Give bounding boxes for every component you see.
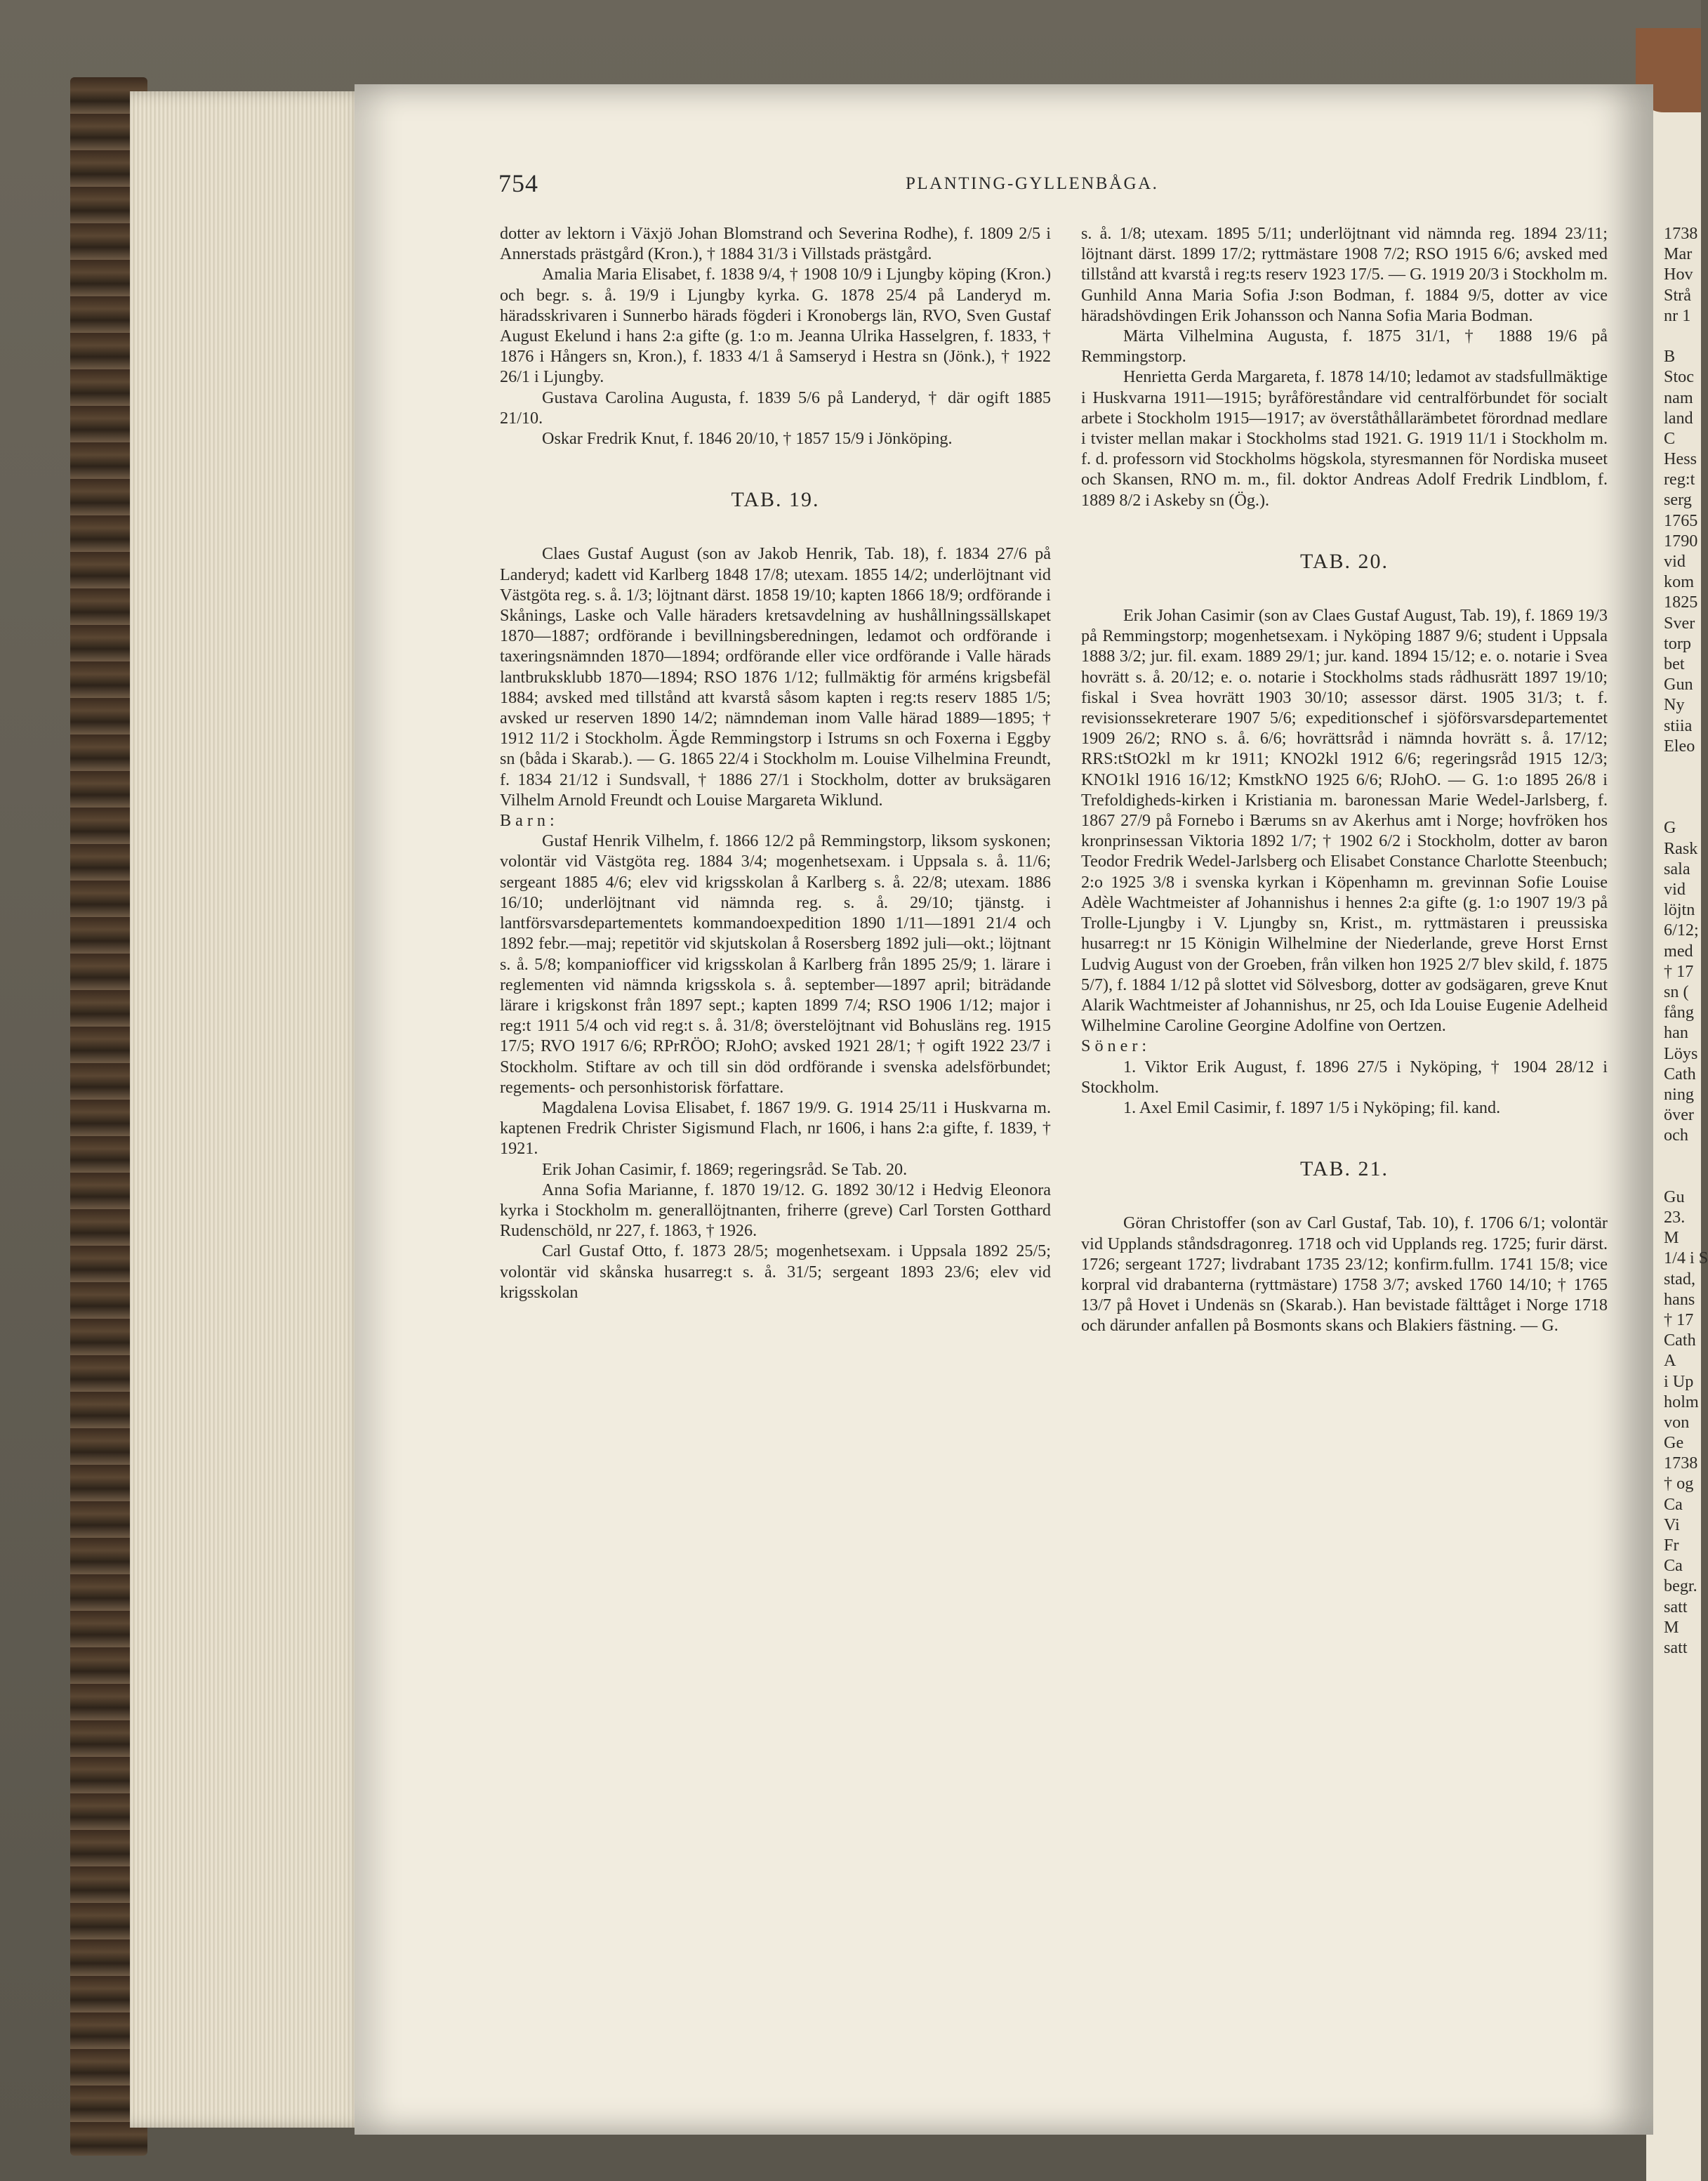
facing-page-fragment: Ny — [1664, 695, 1685, 715]
paragraph: Anna Sofia Marianne, f. 1870 19/12. G. 1892 30/12 i Hedvig Eleonora kyrka i Stockholm m. generallöjtnanten, friherre (greve) Carl Torsten Gotthard Rudenschöld, nr 227, f. 1863, † 1926. — [500, 1180, 1051, 1241]
facing-page-fragment: fång — [1664, 1003, 1694, 1022]
facing-page-fragment: löjtn — [1664, 900, 1695, 920]
facing-page-fragment: Vi — [1664, 1515, 1680, 1534]
facing-page-fragment: Sver — [1664, 613, 1695, 633]
paragraph: Oskar Fredrik Knut, f. 1846 20/10, † 1857 15/9 i Jönköping. — [542, 429, 953, 449]
facing-page-fragment: satt — [1664, 1638, 1688, 1657]
facing-page-fragment: † 17 — [1664, 1310, 1694, 1329]
facing-page-fragment: 1765 — [1664, 510, 1698, 530]
facing-page-fragment: Hess — [1664, 449, 1697, 469]
facing-page-fragment — [1664, 756, 1706, 777]
facing-page-fragment: satt — [1664, 1597, 1688, 1616]
facing-page-fragment: 6/12; — [1664, 921, 1699, 940]
facing-page-fragment: 23. — [1664, 1208, 1686, 1227]
facing-page-fragment: han — [1664, 1023, 1688, 1043]
paragraph: Gustava Carolina Augusta, f. 1839 5/6 på Landeryd, † där ogift 1885 21/10. — [500, 388, 1051, 428]
facing-page-fragment: nam — [1664, 388, 1693, 407]
facing-page-fragment: sn ( — [1664, 982, 1689, 1001]
facing-page-fragment: 1/4 i S — [1664, 1248, 1708, 1268]
facing-page-fragment: Löys — [1664, 1043, 1698, 1063]
paragraph: Göran Christoffer (son av Carl Gustaf, Tab. 10), f. 1706 6/1; volontär vid Upplands ståndsdragonreg. 1718 och vid Upplands reg. 1725; furir därst. 1726; sergeant 1727; livdrabant 1735 23/12; konfirm.fullm. 1741 15/8; vice korpral vid drabanterna (ryttmästare) 1758 3/7; avsked 1760 14/10; † 1765 13/7 på Hovet i Undenäs sn (Skarab.). Han bevistade fälttåget i Norge 1718 och därunder anfallen på Bosmonts skans och Blakiers fästning. — G. — [1081, 1213, 1608, 1336]
facing-page-fragment: holm — [1664, 1392, 1699, 1411]
paragraph: Magdalena Lovisa Elisabet, f. 1867 19/9. G. 1914 25/11 i Huskvarna m. kaptenen Fredrik Christer Sigismund Flach, nr 1606, i hans 2:a gifte, f. 1839, † 1921. — [500, 1098, 1051, 1159]
facing-page-fragment: von — [1664, 1412, 1690, 1432]
paragraph: Erik Johan Casimir (son av Claes Gustaf August, Tab. 19), f. 1869 19/3 på Remmingstorp; mogenhetsexam. i Nyköping 1887 9/6; student i Uppsala 1888 3/2; jur. fil. exam. 1889 29/1; jur. kand. 1894 15/12; e. o. notarie i Svea hovrätt s. å. 20/12; e. o. notarie i Stockholms stads rådhusrätt 1897 19/10; fiskal i Svea hovrätt 1903 30/10; assessor därst. 1905 31/3; t. f. revisionssekreterare 1907 5/6; expeditionschef i sjöförsvarsdepartementet 1909 26/2; RNO s. å. 6/6; hovrättsråd i nämnda hovrätt s. å. 17/12; RRS:tStO2kl m kr 1911; KNO2kl 1912 6/6; regeringsråd 1915 12/3; KNO1kl 1916 16/12; KmstkNO 1925 6/6; RJohO. — G. 1:o 1895 26/8 i Trefoldigheds-kirken i Kristiania m. baronessan Marie Wedel-Jarlsberg, f. 1867 27/9 på Fornebo i Bærums sn av Akerhus amt i Norge; hovfröken hos kronprinsessan Viktoria 1892 1/7; † 1902 6/2 i Stockholm, dotter av baron Teodor Fredrik Wedel-Jarlsberg och Elisabet Constance Charlotte Steenbuch; 2:o 1925 3/8 i svenska kyrkan i Köpenhamn m. grevinnan Sofie Louise Adèle Wachtmeister af Johannishus i hennes 2:a gifte (g. 1:o 1907 19/3 på Trolle-Ljungby i V. Ljungby sn, Krist., m. ryttmästaren i preussiska husarreg:t nr 15 Königin Wilhelmine der Niederlande, greve Horst Ernst Ludvig August von der Groeben, från vilken hon 1925 2/7 blev skild, f. 1875 5/7), f. 1884 1/12 på slottet vid Sölvesborg, dotter av godsägaren, greve Knut Alarik Wachtmeister af Johannishus, nr 25, och Ida Louise Eugenie Adelheid Wilhelmine Caroline Georgine Adolfine von Oertzen. — [1081, 606, 1608, 1036]
facing-page-fragment: sala — [1664, 859, 1690, 878]
paragraph: 1. Viktor Erik August, f. 1896 27/5 i Nyköping, † 1904 28/12 i Stockholm. — [1081, 1057, 1608, 1097]
paragraph: Märta Vilhelmina Augusta, f. 1875 31/1, † 1888 19/6 på Remmingstorp. — [1081, 327, 1608, 367]
facing-page-fragment — [1664, 1145, 1706, 1166]
facing-page-fragment — [1664, 1166, 1706, 1187]
facing-page-fragment: Gu — [1664, 1187, 1685, 1206]
paragraph: Claes Gustaf August (son av Jakob Henrik, Tab. 18), f. 1834 27/6 på Landeryd; kadett vid Karlberg 1848 17/8; utexam. 1855 14/2; underlöjtnant vid Västgöta reg. s. å. 1/3; löjtnant därst. 1858 19/10; kapten 1866 18/9; ordförande i Skånings, Laske och Valle häraders kretsavdelning av hushållningssällskapet 1870—1887; ordförande i bevillningsberedningen, ledamot och ordförande i taxeringsnämnden 1870—1894; ordförande eller vice ordförande i Valle härads lantbruksklubb 1870—1894; RSO 1876 1/12; fullmäktig för arméns krigsbefäl 1884; avsked med tillstånd att kvarstå såsom kapten i reg:ts reserv 1885 1/5; avsked ur reserven 1890 14/2; nämndeman inom Valle härad 1889—1895; † 1912 11/2 i Stockholm. Ägde Remmingstorp i Istrums sn och Foxerna i Eggby sn (båda i Skarab.). — G. 1865 22/4 i Stockholm m. Louise Vilhelmina Freundt, f. 1834 21/12 i Sundsvall, † 1886 27/1 i Stockholm, dotter av bruksägaren Vilhelm Arnold Freundt och Louise Margareta Wiklund. — [500, 544, 1051, 810]
facing-page-fragment — [1664, 797, 1706, 817]
paragraph: Amalia Maria Elisabet, f. 1838 9/4, † 1908 10/9 i Ljungby köping (Kron.) och begr. s. å. 19/9 i Ljungby kyrka. G. 1878 25/4 på Landeryd m. häradsskrivaren i Sunnerbo härads fögderi i Kronobergs län, RVO, Sven Gustaf August Ekelund i hans 2:a gifte (g. 1:o m. Jeanna Ulrika Hasselgren, f. 1833, † 1876 i Hångers sn, Kron.), f. 1833 4/1 å Samseryd i Hestra sn (Jönk.), † 1922 26/1 i Ljungby. — [500, 265, 1051, 387]
facing-page-text-fragments — [1664, 223, 1706, 1658]
facing-page-fragment: land — [1664, 408, 1693, 428]
facing-page-fragment: † og — [1664, 1474, 1694, 1494]
facing-page-fragment: † 17 — [1664, 961, 1694, 981]
facing-page-fragment: reg:t — [1664, 470, 1695, 489]
paragraph: Henrietta Gerda Margareta, f. 1878 14/10; ledamot av stadsfullmäktige i Huskvarna 1911—1915; byråföreståndare vid centralförbundet för socialt arbete i Stockholm 1915—1917; av överståthållarämbetet förordnad medlare i tvister mellan makar i Stockholms stad 1921. G. 1919 11/1 i Stockholm m. f. d. professorn vid Stockholms högskola, styresmannen för Nordiska museet och Skansen, RNO m. m., fil. doktor Andreas Adolf Fredrik Lindblom, f. 1889 8/2 i Askeby sn (Ög.). — [1081, 367, 1608, 510]
page-edges — [130, 91, 369, 2128]
facing-page-fragment: M — [1664, 1617, 1679, 1637]
paragraph: Carl Gustaf Otto, f. 1873 28/5; mogenhetsexam. i Uppsala 1892 25/5; volontär vid skånska husarreg:t s. å. 31/5; sergeant 1893 23/6; elev vid krigsskolan — [500, 1241, 1051, 1302]
facing-page-fragment: och — [1664, 1126, 1688, 1145]
facing-page-fragment: 1738 — [1664, 224, 1698, 243]
facing-page-fragment: M — [1664, 1228, 1679, 1248]
paragraph: s. å. 1/8; utexam. 1895 5/11; underlöjtnant vid nämnda reg. 1894 23/11; löjtnant därst. 1899 17/2; ryttmästare 1908 7/2; RSO 1915 6/6; avsked med tillstånd att kvarstå i reg:ts reserv 1923 17/5. — G. 1919 20/3 i Stockholm m. Gunhild Anna Maria Sofia J:son Bodman, f. 1884 9/5, dotter av vice häradshövdingen Erik Johansson och Nanna Sofia Maria Bodman. — [1081, 224, 1608, 325]
facing-page-fragment: vid — [1664, 552, 1686, 571]
facing-page-fragment: Ge — [1664, 1433, 1684, 1453]
facing-page-fragment: A — [1664, 1351, 1676, 1371]
paragraph: Gustaf Henrik Vilhelm, f. 1866 12/2 på Remmingstorp, liksom syskonen; volontär vid Västgöta reg. 1884 3/4; mogenhetsexam. i Uppsala s. å. 11/6; sergeant 1885 4/6; elev vid krigsskolan å Karlberg s. å. 22/8; utexam. 1886 16/10; underlöjtnant vid nämnda reg. s. å. 29/10; tjänstg. i lantförsvarsdepartementets kommandoexpedition 1890 1/11—1891 21/4 och 1892 febr.—maj; repetitör vid skjutskolan å Rosersberg 1892 juli—okt.; löjtnant s. å. 5/8; kompaniofficer vid krigsskolan å Karlberg från 1895 25/9; 1. lärare i reglementen vid nämnda krigsskola s. å. september—1897 april; biträdande lärare i krigskonst från 1897 sept.; kapten 1899 7/4; RSO 1906 1/12; major i reg:t 1911 5/4 och vid reg:t s. å. 31/8; överstelöjtnant vid Bohusläns reg. 1915 17/5; RVO 1917 6/6; RPrRÖO; RJohO; avsked 1921 28/1; † ogift 1922 23/7 i Stockholm. Stiftare av och till sin död ordförande i svenska adelsförbundet; regements- och personhistorisk författare. — [500, 831, 1051, 1097]
facing-page-fragment: Stoc — [1664, 367, 1695, 387]
facing-page-fragment — [1664, 777, 1706, 797]
right-column — [1081, 223, 1608, 1336]
facing-page-fragment: med — [1664, 941, 1693, 961]
page-number: 754 — [498, 169, 538, 197]
paragraph: dotter av lektorn i Växjö Johan Blomstrand och Severina Rodhe), f. 1809 2/5 i Annerstads prästgård (Kron.), † 1884 31/3 i Villstads prästgård. — [500, 224, 1051, 264]
facing-page-fragment: Cath — [1664, 1331, 1696, 1350]
facing-page-fragment: Rask — [1664, 838, 1698, 858]
table-heading: TAB. 19. — [731, 488, 820, 512]
running-head: PLANTING-GYLLENBÅGA. — [906, 174, 1159, 193]
facing-page-fragment: i Up — [1664, 1371, 1694, 1391]
facing-page-fragment: Ca — [1664, 1556, 1683, 1576]
facing-page-fragment: 1738 — [1664, 1454, 1698, 1473]
facing-page-fragment: nr 1 — [1664, 305, 1691, 325]
facing-page-fragment: stad, — [1664, 1269, 1696, 1289]
facing-page-fragment: C — [1664, 428, 1676, 448]
page-header — [498, 169, 1601, 197]
facing-page-fragment: kom — [1664, 572, 1695, 592]
facing-page-fragment: bet — [1664, 654, 1685, 673]
facing-page-fragment: Gun — [1664, 675, 1693, 694]
facing-page-fragment: över — [1664, 1105, 1694, 1125]
left-column — [500, 223, 1051, 1303]
facing-page-fragment: Fr — [1664, 1536, 1679, 1555]
facing-page-fragment: begr. — [1664, 1576, 1697, 1596]
facing-page-fragment: Eleo — [1664, 736, 1695, 756]
facing-page-fragment: Mar — [1664, 244, 1693, 264]
facing-page-fragment: Ca — [1664, 1494, 1683, 1514]
facing-page-fragment: Hov — [1664, 265, 1693, 284]
table-heading: TAB. 20. — [1299, 549, 1389, 573]
facing-page-fragment — [1664, 326, 1706, 346]
table-heading: TAB. 21. — [1299, 1157, 1389, 1181]
facing-page-fragment: Cath — [1664, 1064, 1696, 1083]
facing-page-fragment: Strå — [1664, 285, 1691, 305]
section-label: Söner: — [1081, 1036, 1151, 1056]
facing-page-fragment: 1790 — [1664, 531, 1698, 551]
section-label: Barn: — [500, 811, 559, 831]
facing-page-fragment: G — [1664, 818, 1676, 838]
facing-page-fragment: ning — [1664, 1084, 1695, 1104]
facing-page-fragment: torp — [1664, 633, 1691, 653]
facing-page-fragment: B — [1664, 347, 1676, 367]
facing-page-fragment: serg — [1664, 490, 1692, 510]
paragraph: Erik Johan Casimir, f. 1869; regeringsråd. Se Tab. 20. — [542, 1159, 908, 1179]
paragraph: 1. Axel Emil Casimir, f. 1897 1/5 i Nyköping; fil. kand. — [1123, 1098, 1501, 1117]
facing-page-fragment: stiia — [1664, 716, 1693, 735]
facing-page-fragment: vid — [1664, 880, 1686, 899]
facing-page-fragment: 1825 — [1664, 593, 1698, 612]
facing-page-fragment: hans — [1664, 1289, 1695, 1309]
